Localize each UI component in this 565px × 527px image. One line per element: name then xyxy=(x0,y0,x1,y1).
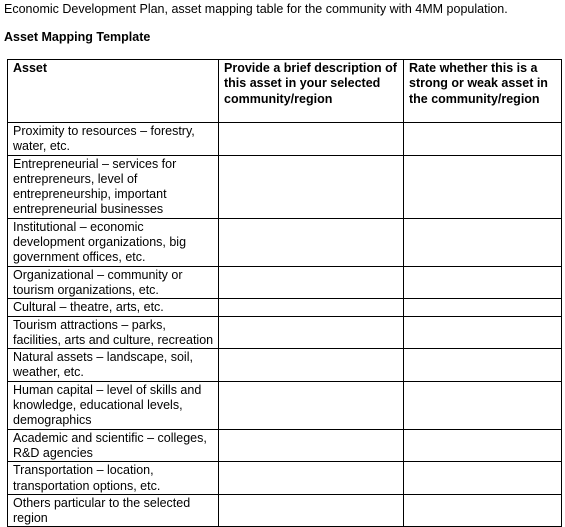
description-cell xyxy=(219,299,404,316)
table-row xyxy=(8,218,562,266)
description-cell xyxy=(219,494,404,527)
table-row xyxy=(8,266,562,299)
asset-cell: Human capital – level of skills and knowledge, educational levels, demographics xyxy=(8,381,219,429)
table-row xyxy=(8,299,562,316)
header-description: Provide a brief description of this asset in your selected community/region xyxy=(219,60,404,123)
section-heading: Asset Mapping Template xyxy=(4,30,151,44)
asset-cell: Organizational – community or tourism organizations, etc. xyxy=(8,266,219,299)
table-row xyxy=(8,349,562,382)
description-cell xyxy=(219,123,404,156)
description-cell xyxy=(219,349,404,382)
table-row xyxy=(8,123,562,156)
rating-cell xyxy=(404,123,562,156)
table-row xyxy=(8,462,562,495)
table-row xyxy=(8,155,562,218)
header-rating: Rate whether this is a strong or weak asset in the community/region xyxy=(404,60,562,123)
description-cell xyxy=(219,266,404,299)
asset-cell: Entrepreneurial – services for entrepreneurs, level of entrepreneurship, important entrepreneurial businesses xyxy=(8,155,219,218)
table-row xyxy=(8,429,562,462)
asset-cell: Cultural – theatre, arts, etc. xyxy=(8,299,219,316)
description-cell xyxy=(219,316,404,349)
rating-cell xyxy=(404,462,562,495)
rating-cell xyxy=(404,266,562,299)
description-cell xyxy=(219,429,404,462)
description-cell xyxy=(219,218,404,266)
rating-cell xyxy=(404,218,562,266)
asset-mapping-table xyxy=(7,59,562,527)
rating-cell xyxy=(404,381,562,429)
asset-cell: Transportation – location, transportation options, etc. xyxy=(8,462,219,495)
description-cell xyxy=(219,155,404,218)
asset-cell: Academic and scientific – colleges, R&D agencies xyxy=(8,429,219,462)
rating-cell xyxy=(404,429,562,462)
header-asset: Asset xyxy=(8,60,219,123)
description-cell xyxy=(219,462,404,495)
table-row xyxy=(8,494,562,527)
header-row xyxy=(8,60,562,123)
table-row xyxy=(8,316,562,349)
rating-cell xyxy=(404,316,562,349)
rating-cell xyxy=(404,494,562,527)
rating-cell xyxy=(404,349,562,382)
asset-cell: Natural assets – landscape, soil, weather, etc. xyxy=(8,349,219,382)
asset-cell: Tourism attractions – parks, facilities, arts and culture, recreation xyxy=(8,316,219,349)
rating-cell xyxy=(404,155,562,218)
table-row xyxy=(8,381,562,429)
asset-cell: Proximity to resources – forestry, water, etc. xyxy=(8,123,219,156)
rating-cell xyxy=(404,299,562,316)
asset-cell: Institutional – economic development organizations, big government offices, etc. xyxy=(8,218,219,266)
description-cell xyxy=(219,381,404,429)
intro-text: Economic Development Plan, asset mapping table for the community with 4MM population. xyxy=(4,2,508,16)
asset-cell: Others particular to the selected region xyxy=(8,494,219,527)
